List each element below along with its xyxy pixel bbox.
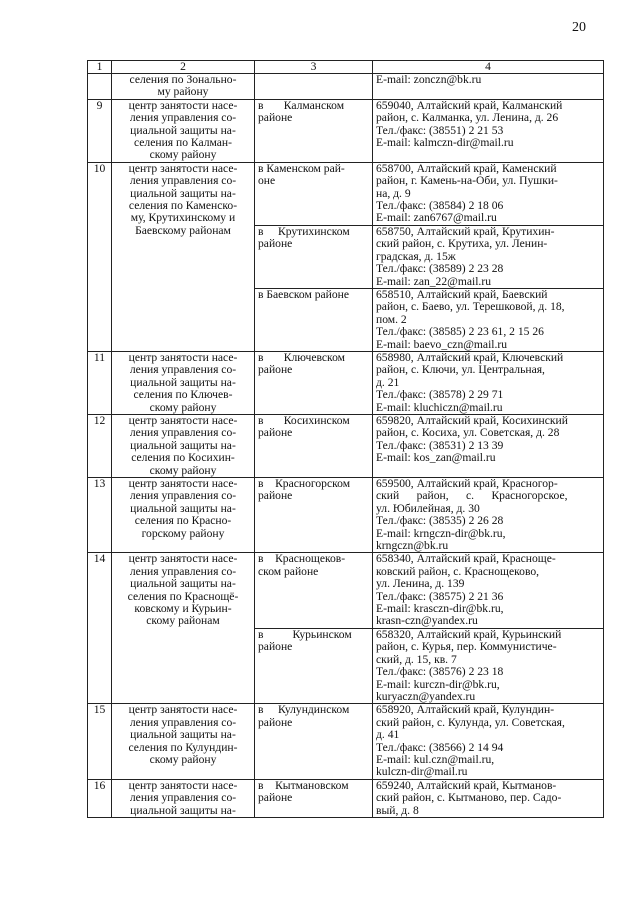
center-name (112, 553, 255, 704)
center-name-line: циальной защиты на- (130, 438, 236, 452)
row-number: 14 (88, 553, 112, 704)
district-line: ском районе (258, 564, 319, 578)
district-line: в Курьинском (258, 628, 352, 641)
district-cell (255, 288, 373, 351)
district-cell (255, 225, 373, 288)
address-line: E-mail: krasczn-dir@bk.ru, (376, 602, 504, 616)
district-cell (255, 628, 373, 703)
address-contact-cell (373, 288, 604, 351)
table-row (88, 351, 604, 414)
center-name-line: горскому району (141, 526, 225, 540)
column-number-2: 2 (112, 61, 255, 74)
center-name-line: центр занятости насе- (128, 552, 238, 566)
district-cell (255, 779, 373, 817)
center-name-line: циальной защиты на- (130, 728, 236, 742)
address-line: Тел./факс: (38535) 2 26 28 (376, 514, 504, 528)
address-line: 659820, Алтайский край, Косихинский (376, 414, 568, 427)
center-name-line: му району (157, 85, 209, 99)
center-name-line: ления управления со- (129, 174, 237, 188)
district-line: районе (258, 363, 293, 377)
address-line: 659500, Алтайский край, Красногор- (376, 477, 558, 490)
center-name-line: селения по Калман- (134, 136, 232, 150)
address-line: д. 41 (376, 728, 400, 742)
row-number (88, 74, 112, 100)
center-name-line: центр занятости насе- (128, 414, 238, 427)
address-line: E-mail: baevo_czn@mail.ru (376, 337, 508, 351)
row-number: 16 (88, 779, 112, 817)
row-number: 13 (88, 478, 112, 553)
center-name-line: му, Крутихинскому и (130, 211, 236, 225)
center-name (112, 414, 255, 477)
address-line: 658750, Алтайский край, Крутихин- (376, 225, 555, 238)
address-contact-cell (373, 74, 604, 100)
address-line: Тел./факс: (38551) 2 21 53 (376, 123, 504, 137)
address-line: kuryaczn@yandex.ru (376, 689, 476, 703)
district-line: районе (258, 111, 293, 125)
center-name-line: ления управления со- (129, 489, 237, 503)
district-cell (255, 553, 373, 628)
center-name (112, 478, 255, 553)
row-number: 12 (88, 414, 112, 477)
district-line: в Косихинском (258, 414, 350, 427)
address-line: E-mail: kluchiczn@mail.ru (376, 400, 503, 414)
address-line: на, д. 9 (376, 186, 411, 200)
address-line: ковский район, с. Краснощеково, (376, 564, 540, 578)
column-number-3: 3 (255, 61, 373, 74)
center-name-line: центр занятости насе- (128, 779, 238, 792)
address-contact-cell (373, 414, 604, 477)
table-row (88, 478, 604, 553)
address-contact-cell (373, 225, 604, 288)
center-name (112, 99, 255, 162)
address-contact-cell (373, 99, 604, 162)
address-line: E-mail: zan_22@mail.ru (376, 274, 491, 288)
district-line: оне (258, 174, 276, 188)
center-name (112, 704, 255, 779)
address-line: ул. Юбилейная, д. 30 (376, 501, 480, 515)
center-name-line: селения по Каменско- (128, 199, 238, 213)
center-name-line: селения по Зонально- (129, 73, 237, 86)
address-line: 658340, Алтайский край, Красноще- (376, 552, 556, 566)
center-name-line: ления управления со- (129, 426, 237, 440)
address-line: Тел./факс: (38584) 2 18 06 (376, 199, 504, 213)
center-name-line: центр занятости насе- (128, 351, 238, 364)
address-line: район, с. Косиха, ул. Советская, д. 28 (376, 426, 560, 440)
address-line: ский, д. 15, кв. 7 (376, 652, 457, 666)
district-cell (255, 414, 373, 477)
row-number: 9 (88, 99, 112, 162)
table-row (88, 414, 604, 477)
address-line: градская, д. 15ж (376, 249, 456, 263)
district-line: в Крутихинском (258, 225, 350, 238)
address-line: район, с. Курья, пер. Коммунистиче- (376, 640, 557, 654)
address-line: E-mail: kurczn-dir@bk.ru, (376, 677, 500, 691)
district-line: районе (258, 715, 293, 729)
center-name-line: ковскому и Курьин- (134, 602, 232, 616)
center-name-line: ления управления со- (129, 111, 237, 125)
page-number: 20 (572, 20, 586, 35)
table-row (88, 99, 604, 162)
table-row (88, 553, 604, 628)
column-number-row (88, 61, 604, 74)
address-line: район, с. Ключи, ул. Центральная, (376, 363, 545, 377)
district-line: районе (258, 237, 293, 251)
address-contact-cell (373, 553, 604, 628)
address-line: E-mail: kul.czn@mail.ru, (376, 752, 495, 766)
district-line: в Кулундинском (258, 703, 350, 717)
address-line: 659240, Алтайский край, Кытманов- (376, 779, 557, 792)
address-line: район, с. Калманка, ул. Ленина, д. 26 (376, 111, 559, 125)
address-line: krngczn@bk.ru (376, 539, 449, 553)
district-line: в Баевском районе (258, 288, 350, 301)
district-line: районе (258, 489, 293, 503)
address-line: Тел./факс: (38531) 2 13 39 (376, 438, 504, 452)
center-name-line: селения по Краснощё- (127, 589, 239, 603)
district-line: в Калманском (258, 99, 345, 112)
address-contact-cell (373, 779, 604, 817)
center-name-line: ления управления со- (129, 564, 237, 578)
center-name-line: скому районам (146, 614, 220, 628)
center-name-line: селения по Косихин- (131, 451, 235, 465)
district-line: районе (258, 426, 293, 440)
address-line: E-mail: zan6767@mail.ru (376, 211, 497, 225)
address-line: Тел./факс: (38578) 2 29 71 (376, 388, 504, 402)
address-line: krasn-czn@yandex.ru (376, 614, 478, 628)
center-name-line: циальной защиты на- (130, 186, 236, 200)
table-row (88, 74, 604, 100)
address-line: район, г. Камень-на-Оби, ул. Пушки- (376, 174, 558, 188)
address-line: ул. Ленина, д. 139 (376, 577, 465, 591)
address-line: 658510, Алтайский край, Баевский (376, 288, 548, 301)
address-line: 658980, Алтайский край, Ключевский (376, 351, 564, 364)
employment-centers-table (87, 60, 604, 818)
center-name (112, 779, 255, 817)
address-line: 658920, Алтайский край, Кулундин- (376, 703, 555, 717)
row-number: 11 (88, 351, 112, 414)
address-line: E-mail: zonczn@bk.ru (376, 73, 482, 86)
address-line: Тел./факс: (38575) 2 21 36 (376, 589, 504, 603)
table-row (88, 779, 604, 817)
center-name-line: центр занятости насе- (128, 99, 238, 112)
district-line: в Кытмановском (258, 779, 349, 792)
district-line: в Каменском рай- (258, 162, 345, 175)
district-cell (255, 162, 373, 225)
center-name-line: Баевскому районам (135, 223, 231, 237)
center-name-line: ления управления со- (129, 363, 237, 377)
center-name-line: скому району (149, 463, 217, 477)
address-line: пом. 2 (376, 312, 407, 326)
address-line: 658320, Алтайский край, Курьинский (376, 628, 562, 641)
address-contact-cell (373, 351, 604, 414)
address-line: ский район, с. Кытманово, пер. Садо- (376, 791, 562, 805)
address-line: д. 21 (376, 375, 400, 389)
center-name-line: центр занятости насе- (128, 703, 238, 717)
center-name (112, 162, 255, 351)
address-line: 659040, Алтайский край, Калманский (376, 99, 563, 112)
district-line: в Краснощеков- (258, 552, 346, 566)
district-cell (255, 478, 373, 553)
center-name-line: селения по Ключев- (133, 388, 233, 402)
address-line: вый, д. 8 (376, 803, 419, 817)
address-line: 658700, Алтайский край, Каменский (376, 162, 557, 175)
address-contact-cell (373, 628, 604, 703)
address-line: Тел./факс: (38566) 2 14 94 (376, 740, 504, 754)
center-name-line: селения по Красно- (134, 514, 232, 528)
address-line: kulczn-dir@mail.ru (376, 765, 468, 779)
column-number-4: 4 (373, 61, 604, 74)
row-number: 15 (88, 704, 112, 779)
address-contact-cell (373, 162, 604, 225)
district-cell (255, 704, 373, 779)
address-line: Тел./факс: (38576) 2 23 18 (376, 665, 504, 679)
center-name-line: селения по Кулундин- (128, 740, 238, 754)
district-line: районе (258, 791, 293, 805)
center-name-line: ления управления со- (129, 791, 237, 805)
district-cell (255, 99, 373, 162)
center-name-line: циальной защиты на- (130, 123, 236, 137)
district-cell (255, 351, 373, 414)
address-line: ский район, с. Красногорское, (376, 489, 568, 503)
center-name-line: скому району (149, 148, 217, 162)
center-name (112, 74, 255, 100)
address-line: E-mail: kos_zan@mail.ru (376, 451, 496, 465)
address-line: ский район, с. Кулунда, ул. Советская, (376, 715, 565, 729)
center-name-line: ления управления со- (129, 715, 237, 729)
address-line: район, с. Баево, ул. Терешковой, д. 18, (376, 300, 565, 314)
center-name (112, 351, 255, 414)
address-line: Тел./факс: (38589) 2 23 28 (376, 262, 504, 276)
center-name-line: скому району (149, 752, 217, 766)
district-line: районе (258, 640, 293, 654)
center-name-line: циальной защиты на- (130, 577, 236, 591)
center-name-line: центр занятости насе- (128, 162, 238, 175)
column-number-1: 1 (88, 61, 112, 74)
address-line: Тел./факс: (38585) 2 23 61, 2 15 26 (376, 325, 544, 339)
center-name-line: скому району (149, 400, 217, 414)
district-line: в Красногорском (258, 477, 351, 490)
district-line: в Ключевском (258, 351, 345, 364)
address-line: E-mail: krngczn-dir@bk.ru, (376, 526, 506, 540)
district-cell (255, 74, 373, 100)
table-row (88, 162, 604, 225)
center-name-line: циальной защиты на- (130, 803, 236, 817)
table-row (88, 704, 604, 779)
address-contact-cell (373, 704, 604, 779)
address-contact-cell (373, 478, 604, 553)
center-name-line: циальной защиты на- (130, 501, 236, 515)
center-name-line: центр занятости насе- (128, 477, 238, 490)
row-number: 10 (88, 162, 112, 351)
address-line: ский район, с. Крутиха, ул. Ленин- (376, 237, 548, 251)
address-line: E-mail: kalmczn-dir@mail.ru (376, 136, 514, 150)
center-name-line: циальной защиты на- (130, 375, 236, 389)
